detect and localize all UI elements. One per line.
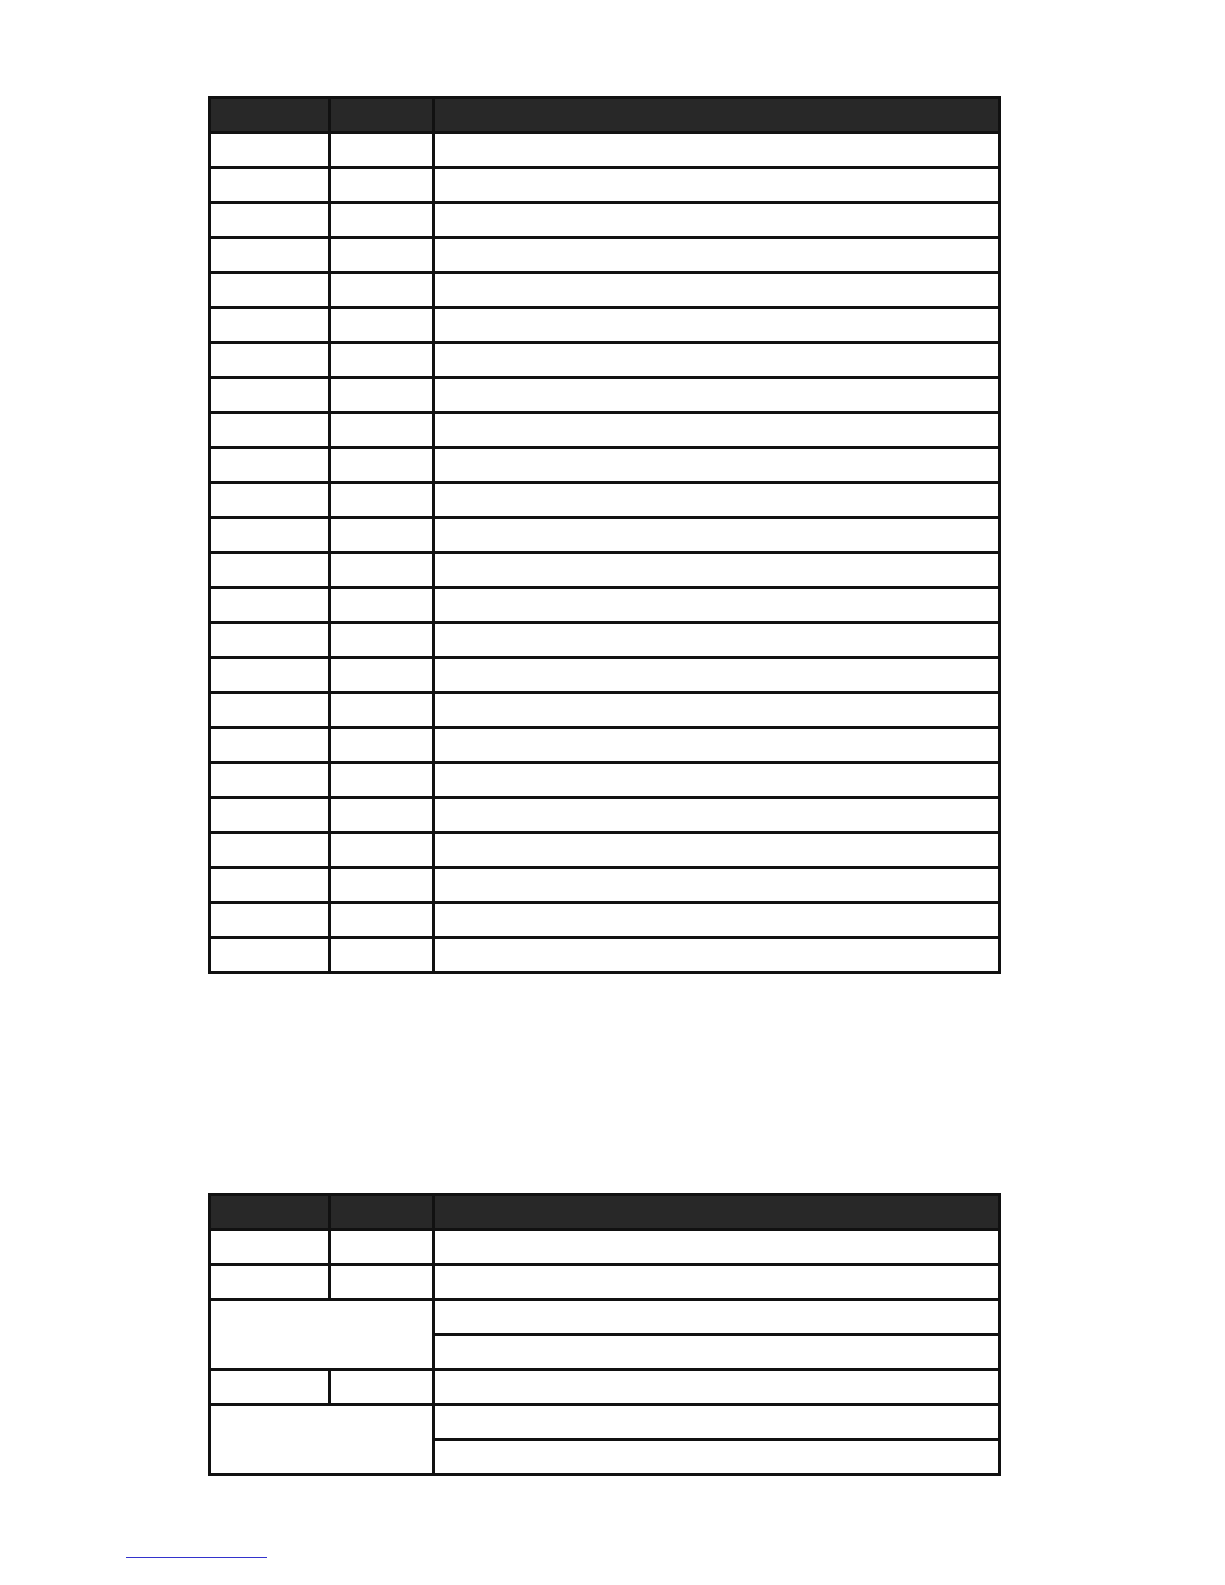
table-row: [210, 763, 1000, 798]
table-cell: [330, 833, 434, 868]
table-cell: [434, 1405, 1000, 1440]
table-cell: [434, 1370, 1000, 1405]
table-cell: [210, 658, 330, 693]
table-row: [210, 553, 1000, 588]
table-body: [210, 1230, 1000, 1475]
table-row: [210, 1265, 1000, 1300]
table-cell: [330, 448, 434, 483]
table-row: [210, 448, 1000, 483]
table-row: [210, 168, 1000, 203]
footnote-separator: [126, 1557, 267, 1558]
data-table-1: [208, 96, 1001, 974]
table-cell: [330, 553, 434, 588]
table-cell: [434, 833, 1000, 868]
table-cell: [434, 273, 1000, 308]
table-row: [210, 133, 1000, 168]
table-row: [210, 413, 1000, 448]
table-row: [210, 658, 1000, 693]
merged-group-cell: [210, 1300, 434, 1370]
table-cell: [210, 273, 330, 308]
table-row: [210, 1370, 1000, 1405]
table-cell: [434, 1265, 1000, 1300]
table-row: [210, 798, 1000, 833]
table-cell: [210, 413, 330, 448]
table-cell: [434, 1300, 1000, 1335]
table-cell: [434, 868, 1000, 903]
table-cell: [210, 798, 330, 833]
table-cell: [330, 728, 434, 763]
table-cell: [434, 553, 1000, 588]
table-cell: [434, 518, 1000, 553]
table-cell: [210, 238, 330, 273]
table-cell: [210, 938, 330, 973]
table-cell: [434, 168, 1000, 203]
table-cell: [434, 308, 1000, 343]
table-cell: [210, 1265, 330, 1300]
merged-group-cell: [210, 1405, 434, 1475]
table-cell: [434, 1440, 1000, 1475]
table-cell: [330, 938, 434, 973]
table-cell: [434, 623, 1000, 658]
table-cell: [210, 203, 330, 238]
table-cell: [210, 168, 330, 203]
table-cell: [210, 448, 330, 483]
table-cell: [330, 798, 434, 833]
table-cell: [434, 658, 1000, 693]
header-cell-3: [434, 1195, 1000, 1230]
table-row: [210, 518, 1000, 553]
table-row: [210, 588, 1000, 623]
table-cell: [330, 623, 434, 658]
table-cell: [330, 203, 434, 238]
table-cell: [210, 1230, 330, 1265]
table-cell: [434, 343, 1000, 378]
table-cell: [330, 1230, 434, 1265]
table-cell: [434, 448, 1000, 483]
table-cell: [330, 588, 434, 623]
table-row: [210, 1300, 1000, 1335]
header-cell-2: [330, 1195, 434, 1230]
table-cell: [210, 588, 330, 623]
header-cell-2: [330, 98, 434, 133]
table-cell: [330, 238, 434, 273]
table-cell: [434, 763, 1000, 798]
table-cell: [210, 483, 330, 518]
table-row: [210, 378, 1000, 413]
table-cell: [210, 553, 330, 588]
table-cell: [210, 343, 330, 378]
table-header-row: [210, 1195, 1000, 1230]
table-cell: [434, 588, 1000, 623]
table-cell: [330, 868, 434, 903]
table-row: [210, 483, 1000, 518]
table-cell: [210, 518, 330, 553]
table-cell: [210, 833, 330, 868]
table-cell: [434, 1335, 1000, 1370]
table-cell: [330, 413, 434, 448]
table-cell: [434, 798, 1000, 833]
table-cell: [330, 133, 434, 168]
table-cell: [330, 378, 434, 413]
table-cell: [434, 938, 1000, 973]
table-cell: [330, 1370, 434, 1405]
table-cell: [210, 763, 330, 798]
table-cell: [434, 903, 1000, 938]
table-cell: [330, 903, 434, 938]
table-cell: [330, 343, 434, 378]
table-row: [210, 1230, 1000, 1265]
table-cell: [434, 203, 1000, 238]
table-cell: [434, 693, 1000, 728]
table-cell: [210, 1370, 330, 1405]
table-cell: [330, 518, 434, 553]
table-row: [210, 693, 1000, 728]
table-row: [210, 343, 1000, 378]
table-row: [210, 203, 1000, 238]
table-row: [210, 238, 1000, 273]
table-row: [210, 903, 1000, 938]
table-cell: [210, 693, 330, 728]
table-cell: [330, 483, 434, 518]
table-row: [210, 833, 1000, 868]
table-row: [210, 273, 1000, 308]
table-row: [210, 938, 1000, 973]
table-row: [210, 623, 1000, 658]
table-row: [210, 1405, 1000, 1440]
table-cell: [330, 1265, 434, 1300]
table-header-row: [210, 98, 1000, 133]
table-body: [210, 133, 1000, 973]
header-cell-3: [434, 98, 1000, 133]
table-cell: [210, 868, 330, 903]
table-cell: [330, 273, 434, 308]
table-cell: [210, 378, 330, 413]
header-cell-1: [210, 98, 330, 133]
table-cell: [210, 728, 330, 763]
table-cell: [210, 133, 330, 168]
table-cell: [434, 1230, 1000, 1265]
table-cell: [210, 623, 330, 658]
header-cell-1: [210, 1195, 330, 1230]
table-cell: [330, 168, 434, 203]
table-cell: [434, 378, 1000, 413]
table-cell: [434, 483, 1000, 518]
table-cell: [330, 658, 434, 693]
table-cell: [434, 238, 1000, 273]
table-row: [210, 728, 1000, 763]
table-row: [210, 868, 1000, 903]
table-row: [210, 308, 1000, 343]
table-cell: [330, 763, 434, 798]
data-table-2: [208, 1193, 1001, 1476]
table-cell: [210, 308, 330, 343]
table-cell: [210, 903, 330, 938]
table-cell: [434, 728, 1000, 763]
table-cell: [330, 308, 434, 343]
table-cell: [434, 133, 1000, 168]
table-cell: [434, 413, 1000, 448]
table-cell: [330, 693, 434, 728]
